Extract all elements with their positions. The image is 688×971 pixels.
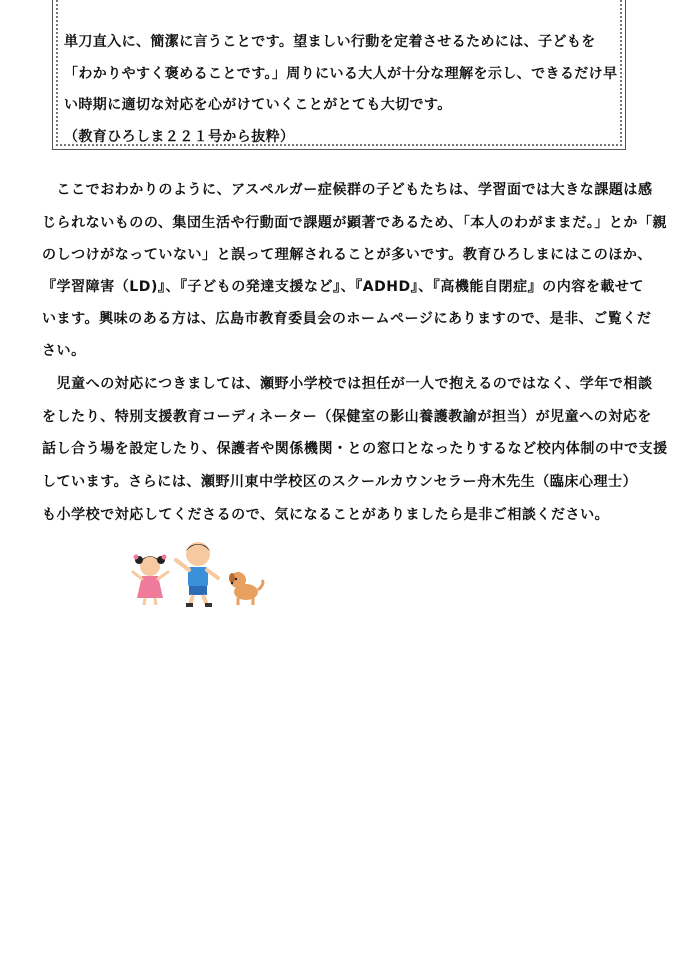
quote-line-1: 単刀直入に、簡潔に言うことです。望ましい行動を定着させるためには、子どもを [64,34,596,50]
body-line-9: 話し合う場を設定したり、保護者や関係機関・との窓口となったりするなど校内体制の中で支援 [42,441,668,457]
dog-figure [229,572,263,605]
body-line-7: 児童への対応につきましては、瀬野小学校では担任が一人で抱えるのではなく、学年で相談 [42,376,653,392]
body-line-8: をしたり、特別支援教育コーディネーター（保健室の影山養護教諭が担当）が児童への対応を [42,409,652,425]
boy-figure [176,542,218,607]
body-line-1: ここでおわかりのように、アスペルガー症候群の子どもたちは、学習面では大きな課題は感 [42,182,653,198]
body-line-11: も小学校で対応してくださるので、気になることがありましたら是非ご相談ください。 [42,507,610,523]
body-line-5: います。興味のある方は、広島市教育委員会のホームページにありますので、是非、ご覧くだ [42,311,652,327]
quote-source: （教育ひろしま２２１号から抜粋） [64,129,295,145]
body-line-3: のしつけがなっていない」と誤って理解されることが多いです。教育ひろしまにはこのほか、 [42,247,652,263]
girl-figure [133,555,168,606]
body-line-10: しています。さらには、瀬野川東中学校区のスクールカウンセラー舟木先生（臨床心理士） [42,474,638,490]
body-line-6: さい。 [42,343,86,359]
body-line-4: 『学習障害（LD)』、『子どもの発達支援など』、『ADHD』、『高機能自閉症』の内容を載せて [42,279,645,295]
body-line-2: じられないものの、集団生活や行動面で課題が顕著であるため、「本人のわがままだ。」とか「親 [42,215,668,231]
quote-box [52,0,626,150]
quote-line-2: 「わかりやすく褒めることです。」周りにいる大人が十分な理解を示し、できるだけ早 [64,66,618,82]
children-and-dog-illustration [128,538,268,608]
quote-line-3: い時期に適切な対応を心がけていくことがとても大切です。 [64,97,452,113]
